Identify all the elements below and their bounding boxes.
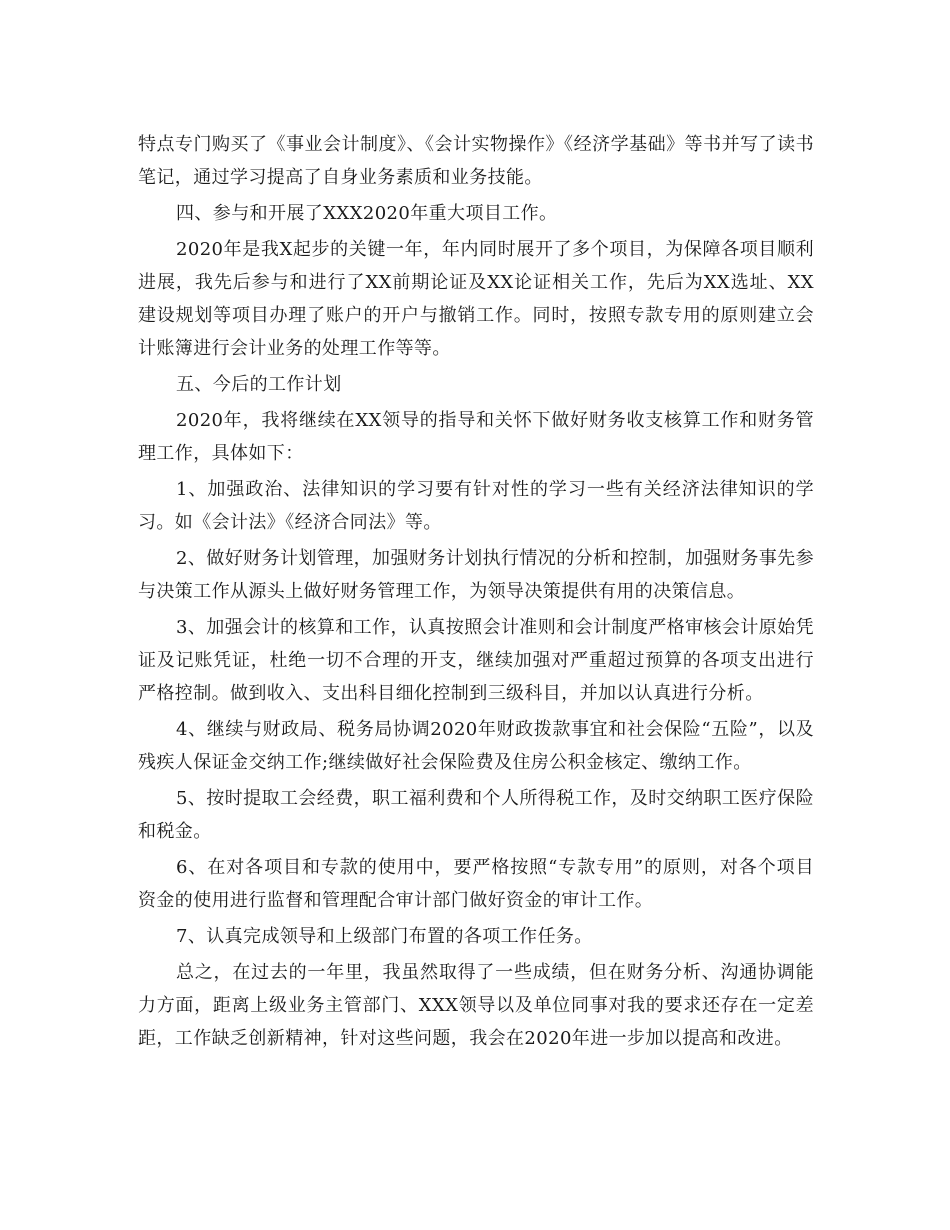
plan-item-7: 7、认真完成领导和上级部门布置的各项工作任务。 [176, 926, 593, 947]
plan-item-6: 6、在对各项目和专款的使用中，要严格按照“专款专用”的原则，对各个项目资金的使用进行监督和管理配合审计部门做好资金的审计工作。 [138, 857, 814, 911]
plan-item-4: 4、继续与财政局、税务局协调2020年财政拨款事宜和社会保险“五险”，以及残疾人保证金交纳工作;继续做好社会保险费及住房公积金核定、缴纳工作。 [138, 719, 814, 773]
plan-item-2: 2、做好财务计划管理，加强财务计划执行情况的分析和控制，加强财务事先参与决策工作从源头上做好财务管理工作，为领导决策提供有用的决策信息。 [138, 548, 814, 602]
paragraph-continuation: 特点专门购买了《事业会计制度》、《会计实物操作》《经济学基础》等书并写了读书笔记，通过学习提高了自身业务素质和业务技能。 [138, 134, 814, 188]
plan-item-3: 3、加强会计的核算和工作，认真按照会计准则和会计制度严格审核会计原始凭证及记账凭证，杜绝一切不合理的开支，继续加强对严重超过预算的各项支出进行严格控制。做到收入、支出科目细化控制到三级科目，并加以认真进行分析。 [138, 617, 814, 704]
paragraph-conclusion: 总之，在过去的一年里，我虽然取得了一些成绩，但在财务分析、沟通协调能力方面，距离上级业务主管部门、XXX领导以及单位同事对我的要求还存在一定差距，工作缺乏创新精神，针对这些问题，我会在2020年进一步加以提高和改进。 [138, 962, 814, 1049]
document-body [138, 128, 814, 1058]
plan-item-5: 5、按时提取工会经费，职工福利费和个人所得税工作，及时交纳职工医疗保险和税金。 [138, 788, 814, 842]
paragraph-projects: 2020年是我X起步的关键一年，年内同时展开了多个项目，为保障各项目顺利进展，我先后参与和进行了XX前期论证及XX论证相关工作，先后为XX选址、XX建设规划等项目办理了账户的开户与撤销工作。同时，按照专款专用的原则建立会计账簿进行会计业务的处理工作等等。 [138, 239, 814, 359]
paragraph-plan-intro: 2020年，我将继续在XX领导的指导和关怀下做好财务收支核算工作和财务管理工作，具体如下： [138, 410, 814, 464]
section-heading-four: 四、参与和开展了XXX2020年重大项目工作。 [176, 203, 558, 224]
section-heading-five: 五、今后的工作计划 [176, 374, 342, 395]
plan-item-1: 1、加强政治、法律知识的学习要有针对性的学习一些有关经济法律知识的学习。如《会计法》《经济合同法》等。 [138, 479, 814, 533]
